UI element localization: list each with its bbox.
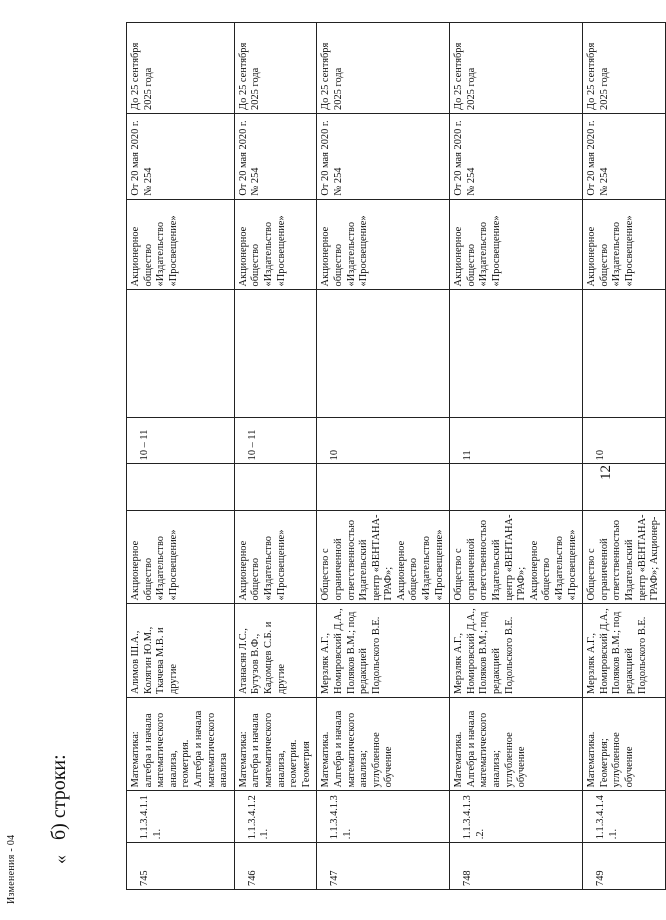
cell-grades: 10 – 11 (127, 417, 235, 464)
cell-title: Математика: алгебра и начала математического анализа, геометрия. Алгебра и начала математического анализа (127, 697, 235, 790)
cell-blank (450, 464, 583, 511)
cell-deadline: До 25 сентября 2025 года (127, 23, 235, 114)
cell-deadline: До 25 сентября 2025 года (450, 23, 583, 114)
cell-authors: Алимов Ш.А., Колягин Ю.М., Ткачева М.В. и другие (127, 604, 235, 697)
cell-legal: Акционерное общество «Издательство «Просвещение» (583, 199, 666, 290)
cell-no: 746 (234, 843, 317, 890)
cell-no: 749 (583, 843, 666, 890)
table-row (450, 23, 583, 890)
cell-title: Математика. Алгебра и начала математического анализа; углубленное обучение (317, 697, 450, 790)
table-row (127, 23, 235, 890)
cell-blank2 (450, 290, 583, 417)
cell-publisher: Общество с ограниченной ответственностью Издательский центр «ВЕНТАНА-ГРАФ»; Акционерное общество «Издательство «Просвещение» (450, 511, 583, 604)
cell-order: От 20 мая 2020 г. № 254 (127, 113, 235, 199)
cell-order: От 20 мая 2020 г. № 254 (450, 113, 583, 199)
cell-publisher: Акционерное общество «Издательство «Просвещение» (234, 511, 317, 604)
intro-block (48, 754, 71, 864)
cell-blank (317, 464, 450, 511)
cell-legal: Акционерное общество «Издательство «Просвещение» (234, 199, 317, 290)
cell-code: 1.1.3.4.1.2.1. (234, 791, 317, 843)
cell-authors: Мерзляк А.Г., Номировский Д.А., Поляков В.М.; под редакцией Подольского В.Е. (583, 604, 666, 697)
cell-publisher: Акционерное общество «Издательство «Просвещение» (127, 511, 235, 604)
cell-grades: 10 – 11 (234, 417, 317, 464)
cell-legal: Акционерное общество «Издательство «Просвещение» (127, 199, 235, 290)
cell-authors: Атанасян Л.С., Бутузов В.Ф., Кадомцев С.Б. и другие (234, 604, 317, 697)
cell-no: 747 (317, 843, 450, 890)
cell-legal: Акционерное общество «Издательство «Просвещение» (317, 199, 450, 290)
cell-order: От 20 мая 2020 г. № 254 (317, 113, 450, 199)
page-number: 12 (598, 465, 614, 480)
cell-blank (234, 464, 317, 511)
cell-authors: Мерзляк А.Г., Номировский Д.А., Поляков В.М.; под редакцией Подольского В.Е. (317, 604, 450, 697)
cell-code: 1.1.3.4.1.1.1. (127, 791, 235, 843)
cell-deadline: До 25 сентября 2025 года (583, 23, 666, 114)
cell-code: 1.1.3.4.1.3.1. (317, 791, 450, 843)
cell-publisher: Общество с ограниченной ответственностью Издательский центр «ВЕНТАНА-ГРАФ»; Акционерное общество «Издательство «Просвещение» (317, 511, 450, 604)
cell-order: От 20 мая 2020 г. № 254 (234, 113, 317, 199)
intro-quote: « (50, 855, 70, 864)
cell-grades: 11 (450, 417, 583, 464)
cell-order: От 20 мая 2020 г. № 254 (583, 113, 666, 199)
table-row (583, 23, 666, 890)
cell-authors: Мерзляк А.Г., Номировский Д.А., Поляков В.М.; под редакцией Подольского В.Е. (450, 604, 583, 697)
table-row (317, 23, 450, 890)
cell-no: 748 (450, 843, 583, 890)
cell-code: 1.1.3.4.1.3.2. (450, 791, 583, 843)
cell-title: Математика. Геометрия; углубленное обучение (583, 697, 666, 790)
cell-deadline: До 25 сентября 2025 года (317, 23, 450, 114)
cell-blank (583, 464, 666, 511)
cell-blank2 (583, 290, 666, 417)
cell-publisher: Общество с ограниченной ответственностью Издательский центр «ВЕНТАНА-ГРАФ»; Акционер- (583, 511, 666, 604)
cell-code: 1.1.3.4.1.4.1. (583, 791, 666, 843)
cell-blank2 (317, 290, 450, 417)
cell-title: Математика: алгебра и начала математического анализа, геометрия. Геометрия (234, 697, 317, 790)
cell-no: 745 (127, 843, 235, 890)
cell-legal: Акционерное общество «Издательство «Просвещение» (450, 199, 583, 290)
cell-blank2 (234, 290, 317, 417)
textbook-table (126, 22, 666, 890)
cell-grades: 10 (317, 417, 450, 464)
footer-note: Изменения - 04 (6, 834, 17, 904)
cell-grades: 10 (583, 417, 666, 464)
cell-blank (127, 464, 235, 511)
cell-blank2 (127, 290, 235, 417)
cell-deadline: До 25 сентября 2025 года (234, 23, 317, 114)
cell-title: Математика. Алгебра и начала математического анализа; углубленное обучение (450, 697, 583, 790)
table-row (234, 23, 317, 890)
intro-label: б) строки: (48, 754, 70, 840)
